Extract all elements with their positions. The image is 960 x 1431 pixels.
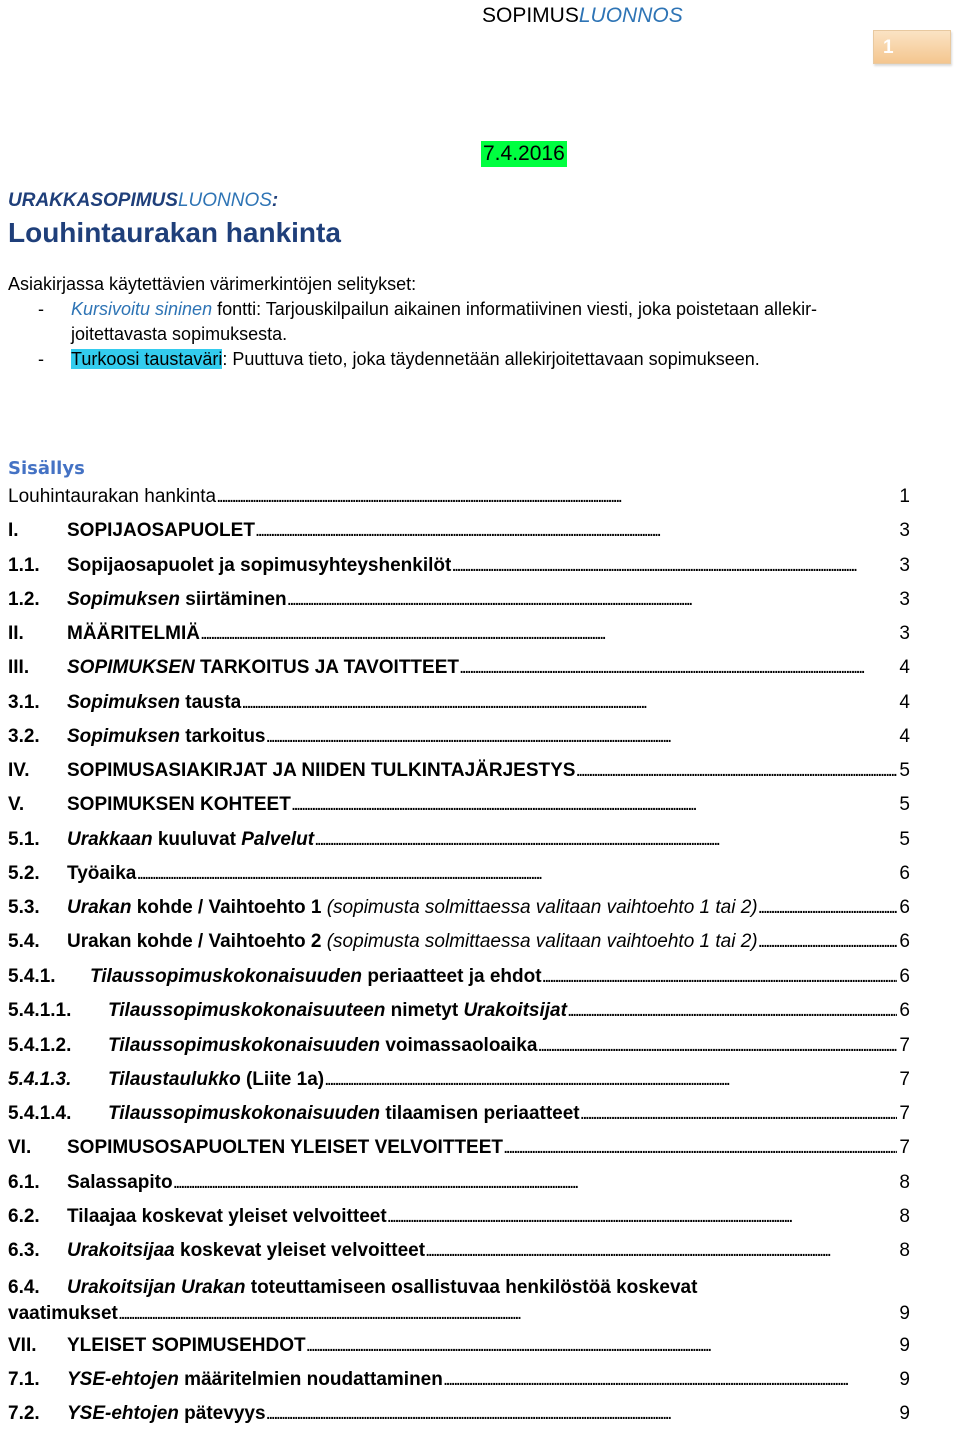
document-title: Louhintaurakan hankinta [8,217,341,248]
toc-entry-number: 3.2. [8,726,40,747]
toc-entry-italic-2: (sopimusta solmittaessa valitaan vaihtoehto 1 tai 2) [326,897,758,918]
toc-entry-text: MÄÄRITELMIÄ [67,623,200,644]
toc-entry-number: 6.4. [8,1277,40,1298]
toc-entry-page: 7 [899,1137,910,1158]
toc-entry-text: Sopijaosapuolet ja sopimusyhteyshenkilöt [67,555,452,576]
toc-entry[interactable] [8,1240,910,1268]
toc-entry-title [67,863,136,885]
toc-entry-title [67,794,291,816]
toc-entry-page: 6 [899,897,910,918]
toc-entry-page: 7 [899,1069,910,1090]
toc-entry-number: 6.3. [8,1240,40,1261]
document-kicker-main: URAKKASOPIMUS [8,190,178,211]
toc-entry-number: 5.4.1.3. [8,1069,72,1090]
toc-entry-page: 6 [899,966,910,987]
toc-entry-text: siirtäminen [179,589,287,610]
toc-leader-dots [575,760,897,782]
toc-leader-dots [118,1301,898,1327]
toc-entry-text: koskevat yleiset velvoitteet [174,1240,426,1261]
toc-entry-title [67,829,314,851]
toc-entry-title [67,520,255,542]
toc-entry-number: V. [8,794,25,815]
toc-entry-title [67,1206,387,1228]
toc-entry-page: 8 [899,1240,910,1261]
toc-entry-number: III. [8,657,30,678]
toc-entry-text: nimetyt [385,1000,464,1021]
toc-leader-dots [241,692,897,714]
toc-entry-text: kuuluvat [152,829,242,850]
toc-entry-text: SOPIJAOSAPUOLET [67,520,255,541]
toc-entry-page: 6 [899,931,910,952]
toc-entry[interactable] [8,520,910,548]
toc-entry-italic-2: Palvelut [241,829,315,850]
toc-entry-title [67,1240,425,1262]
toc-entry-italic: Urakoitsijaa [67,1240,175,1261]
toc-entry[interactable] [8,726,910,754]
legend-intro: Asiakirjassa käytettävien värimerkintöjen selitykset: [8,274,417,294]
toc-entry-page: 5 [899,829,910,850]
toc-entry-page: 9 [899,1369,910,1390]
toc-entry-title [8,486,216,508]
toc-entry-text: Louhintaurakan hankinta [8,486,217,507]
toc-entry-title [108,1069,324,1091]
toc-entry[interactable] [8,1206,910,1234]
toc-entry-page: 9 [899,1303,910,1324]
legend-item-italic-blue [8,297,953,347]
toc-entry-text: Urakan kohde / Vaihtoehto 2 [67,931,327,952]
toc-entry-text: kohde / Vaihtoehto 1 [131,897,327,918]
toc-entry-title [67,760,575,782]
toc-entry-text: Salassapito [67,1172,173,1193]
toc-entry-italic: SOPIMUKSEN [67,657,195,678]
toc-leader-dots [291,794,898,816]
toc-entry-page: 3 [899,555,910,576]
toc-entry[interactable] [8,1069,910,1097]
toc-entry[interactable] [8,966,910,994]
toc-entry-text: pätevyys [178,1403,266,1424]
toc-entry[interactable] [8,589,910,617]
toc-entry-italic: Urakan [67,897,132,918]
toc-entry-title [67,623,200,645]
toc-entry-page: 4 [899,657,910,678]
toc-entry-number: II. [8,623,24,644]
toc-leader-dots [314,829,897,851]
document-kicker-colon: : [271,190,279,211]
toc-entry-number: 1.2. [8,589,40,610]
toc-leader-dots [425,1240,897,1262]
toc-entry-italic: Sopimuksen [67,589,180,610]
toc-entry-italic-2: Urakoitsijat [463,1000,567,1021]
toc-leader-dots [443,1369,898,1391]
toc-heading: Sisällys [8,458,85,479]
toc-entry[interactable] [8,1369,910,1397]
toc-leader-dots [216,486,897,508]
toc-entry-text: Työaika [67,863,137,884]
toc-entry-number: 5.4. [8,931,40,952]
toc-entry-text: Tilaajaa koskevat yleiset velvoitteet [67,1206,387,1227]
toc-entry-number: 3.1. [8,692,40,713]
toc-entry-title [67,555,451,577]
toc-entry-text: SOPIMUKSEN KOHTEET [67,794,291,815]
toc-entry[interactable] [8,1000,910,1028]
toc-entry-text: määritelmien noudattaminen [178,1369,443,1390]
toc-entry-page: 4 [899,726,910,747]
toc-entry[interactable] [8,657,910,685]
toc-entry[interactable] [8,760,910,788]
toc-entry[interactable] [8,1103,910,1131]
toc-entry-text: TARKOITUS JA TAVOITTEET [194,657,459,678]
legend-dash: - [38,349,44,369]
toc-entry-number: 7.2. [8,1403,40,1424]
toc-leader-dots [537,1035,897,1057]
legend-item1-text: fontti: Tarjouskilpailun aikainen informatiivinen viesti, joka poistetaan allekir- [212,299,818,319]
toc-entry-number: 1.1. [8,555,40,576]
toc-entry-title [108,1000,567,1022]
toc-leader-dots [459,657,897,679]
toc-entry[interactable] [8,794,910,822]
toc-entry-number: 5.4.1.2. [8,1035,72,1056]
toc-entry-page: 7 [899,1035,910,1056]
toc-entry-page: 4 [899,692,910,713]
toc-entry-italic: Urakoitsijan Urakan [67,1277,246,1298]
toc-entry-number: 7.1. [8,1369,40,1390]
toc-entry-page: 3 [899,589,910,610]
toc-leader-dots [324,1069,897,1091]
toc-entry[interactable] [8,1403,910,1431]
header-title-draft: LUONNOS [578,4,683,27]
toc-entry-text: periaatteet ja ehdot [362,966,542,987]
toc-leader-dots [136,863,897,885]
toc-leader-dots [758,897,898,919]
header-title-main: SOPIMUS [482,4,579,27]
document-date: 7.4.2016 [483,142,565,165]
toc-entry-italic: Tilaustaulukko [108,1069,241,1090]
toc-entry-page: 6 [899,863,910,884]
legend-dash: - [38,299,44,319]
toc-entry[interactable] [8,623,910,651]
toc-entry-number: 5.3. [8,897,40,918]
toc-entry-title [67,726,266,748]
toc-entry-italic: Tilaussopimuskokonaisuuden [108,1035,381,1056]
toc-entry-title [67,692,241,714]
toc-entry-title [67,897,758,919]
legend-item-turquoise [8,347,953,372]
toc-entry-number: VII. [8,1335,37,1356]
toc-entry-text: voimassaoloaika [380,1035,538,1056]
toc-entry-title [67,589,287,611]
toc-entry-italic: Sopimuksen [67,692,180,713]
toc-leader-dots [567,1000,897,1022]
toc-entry-text: tarkoitus [179,726,266,747]
toc-entry-title [67,931,758,953]
toc-entry-title [67,1403,266,1425]
toc-entry-page: 8 [899,1206,910,1227]
toc-entry-title [67,657,459,679]
toc-entry[interactable] [8,692,910,720]
toc-leader-dots [758,931,898,953]
document-kicker-draft: LUONNOS [177,190,272,211]
toc-entry-italic: Tilaussopimuskokonaisuuteen [108,1000,386,1021]
toc-entry-text: SOPIMUSASIAKIRJAT JA NIIDEN TULKINTAJÄRJESTYS [67,760,576,781]
toc-entry-text: SOPIMUSOSAPUOLTEN YLEISET VELVOITTEET [67,1137,503,1158]
toc-leader-dots [287,589,898,611]
toc-entry[interactable] [8,1172,910,1200]
toc-entry-number: IV. [8,760,30,781]
toc-entry[interactable] [8,1335,910,1363]
toc-entry[interactable] [8,1275,910,1327]
toc-entry-title [67,1172,173,1194]
toc-entry-italic: Tilaussopimuskokonaisuuden [108,1103,381,1124]
toc-entry-page: 5 [899,794,910,815]
toc-entry-text: tausta [179,692,242,713]
toc-entry-title [108,1103,580,1125]
toc-entry[interactable] [8,1035,910,1063]
toc-entry[interactable] [8,1137,910,1165]
toc-entry-number: 5.4.1.4. [8,1103,72,1124]
toc-entry[interactable] [8,486,910,514]
toc-entry-text: toteuttamiseen osallistuvaa henkilöstöä koskevat [245,1277,698,1298]
toc-leader-dots [266,1403,898,1425]
toc-entry-number: VI. [8,1137,32,1158]
toc-entry-page: 7 [899,1103,910,1124]
toc-leader-dots [255,520,898,542]
toc-entry-page: 1 [899,486,910,507]
toc-entry-number: 6.2. [8,1206,40,1227]
toc-entry[interactable] [8,931,910,959]
legend-item1-text2: joitettavasta sopimuksesta. [71,324,288,344]
toc-entry-page: 3 [899,520,910,541]
toc-entry-title [67,1369,443,1391]
toc-entry-page: 3 [899,623,910,644]
toc-entry-text: YLEISET SOPIMUSEHDOT [67,1335,306,1356]
page-number-badge: 1 [873,30,951,64]
toc-entry-number: 5.2. [8,863,40,884]
toc-entry-number: 5.4.1.1. [8,1000,72,1021]
legend-item1-marked: Kursivoitu sininen [71,299,213,319]
legend-item2-text: : Puuttuva tieto, joka täydennetään allekirjoitettavaan sopimukseen. [222,349,760,369]
toc-leader-dots [173,1172,898,1194]
toc-entry-number: 5.4.1. [8,966,56,987]
toc-leader-dots [580,1103,898,1125]
toc-entry-page: 6 [899,1000,910,1021]
legend-item2-marked: Turkoosi taustaväri [71,349,223,369]
toc-leader-dots [306,1335,898,1357]
toc-entry-number: I. [8,520,19,541]
toc-entry-title [67,1335,306,1357]
document-kicker [8,190,278,212]
toc-leader-dots [200,623,897,645]
toc-entry-italic: Sopimuksen [67,726,180,747]
toc-entry-text-line2: vaatimukset [8,1303,118,1324]
toc-entry-text: (Liite 1a) [240,1069,325,1090]
toc-entry-page: 9 [899,1335,910,1356]
toc-entry-italic: YSE-ehtojen [67,1369,179,1390]
toc-entry-page: 5 [899,760,910,781]
toc-entry-italic: Urakkaan [67,829,153,850]
toc-leader-dots [503,1137,897,1159]
toc-entry-title [67,1137,503,1159]
color-legend [8,272,953,372]
toc-leader-dots [266,726,898,748]
toc-entry-italic-2: (sopimusta solmittaessa valitaan vaihtoehto 1 tai 2) [326,931,758,952]
toc-leader-dots [542,966,898,988]
toc-entry-italic: YSE-ehtojen [67,1403,179,1424]
toc-leader-dots [387,1206,898,1228]
toc-entry-number: 5.1. [8,829,40,850]
toc-entry-title [90,966,542,988]
toc-entry-italic: Tilaussopimuskokonaisuuden [90,966,363,987]
toc-entry-page: 8 [899,1172,910,1193]
toc-entry[interactable] [8,555,910,583]
toc-entry-title [108,1035,537,1057]
toc-entry-number: 6.1. [8,1172,40,1193]
header-title [482,4,683,28]
toc-entry[interactable] [8,829,910,857]
toc-entry-text: tilaamisen periaatteet [380,1103,580,1124]
toc-entry-page: 9 [899,1403,910,1424]
toc-leader-dots [451,555,897,577]
toc-entry[interactable] [8,897,910,925]
toc-entry[interactable] [8,863,910,891]
